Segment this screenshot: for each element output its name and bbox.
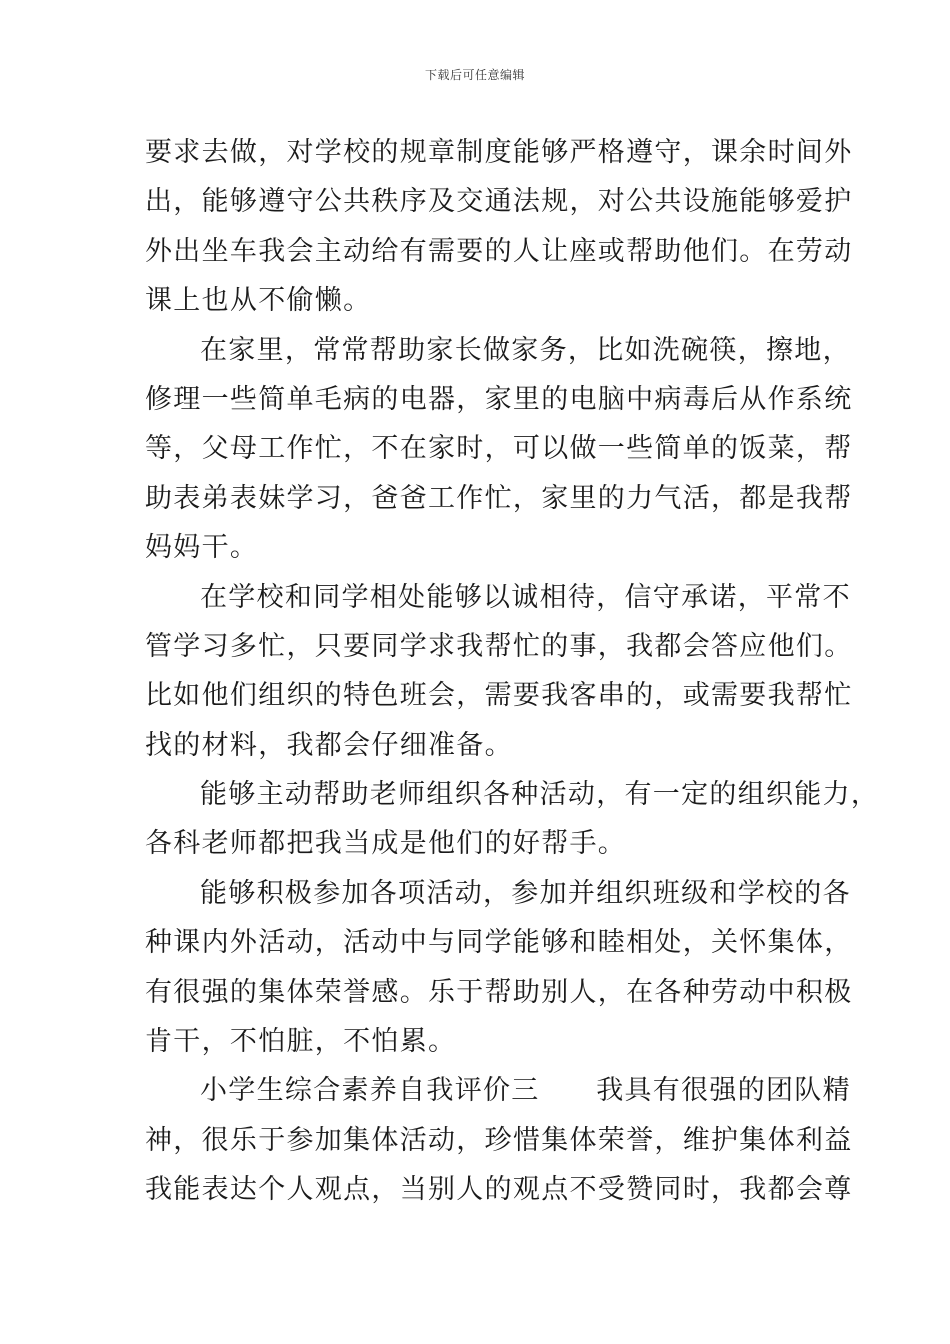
text-line: 肯干，不怕脏，不怕累。 <box>145 1026 457 1058</box>
text-line: 妈妈干。 <box>145 532 259 564</box>
document-body <box>145 128 880 1215</box>
text-line: 等，父母工作忙，不在家时，可以做一些简单的饭菜，帮 <box>145 433 853 465</box>
text-line: 修理一些简单毛病的电器，家里的电脑中病毒后从作系统 <box>145 383 853 415</box>
text-line: 神，很乐于参加集体活动，珍惜集体荣誉，维护集体利益 <box>145 1124 853 1156</box>
text-line: 种课内外活动，活动中与同学能够和睦相处，关怀集体， <box>145 927 853 959</box>
paragraph-start-line: 在家里，常常帮助家长做家务，比如洗碗筷，擦地， <box>200 334 851 366</box>
text-line: 出，能够遵守公共秩序及交通法规，对公共设施能够爱护 <box>145 186 853 218</box>
text-line: 管学习多忙，只要同学求我帮忙的事，我都会答应他们。 <box>145 630 853 662</box>
text-line: 我能表达个人观点，当别人的观点不受赞同时，我都会尊 <box>145 1174 853 1206</box>
text-line: 要求去做，对学校的规章制度能够严格遵守，课余时间外 <box>145 137 853 168</box>
paragraph-start-line: 在学校和同学相处能够以诚相待，信守承诺，平常不 <box>200 581 851 613</box>
paragraph-start-line: 小学生综合素养自我评价三 我具有很强的团队精 <box>200 1075 851 1107</box>
text-line: 比如他们组织的特色班会，需要我客串的，或需要我帮忙 <box>145 680 853 712</box>
paragraph-start-line: 能够积极参加各项活动，参加并组织班级和学校的各 <box>200 877 851 909</box>
text-line: 课上也从不偷懒。 <box>145 285 372 317</box>
text-line: 有很强的集体荣誉感。乐于帮助别人，在各种劳动中积极 <box>145 976 853 1008</box>
text-line: 找的材料，我都会仔细准备。 <box>145 729 513 761</box>
text-line: 外出坐车我会主动给有需要的人让座或帮助他们。在劳动 <box>145 235 853 267</box>
text-line: 各科老师都把我当成是他们的好帮手。 <box>145 828 627 860</box>
text-line: 助表弟表妹学习，爸爸工作忙，家里的力气活，都是我帮 <box>145 482 853 514</box>
header-note: 下载后可任意编辑 <box>424 68 525 82</box>
paragraph-start-line: 能够主动帮助老师组织各种活动，有一定的组织能力， <box>200 779 880 811</box>
